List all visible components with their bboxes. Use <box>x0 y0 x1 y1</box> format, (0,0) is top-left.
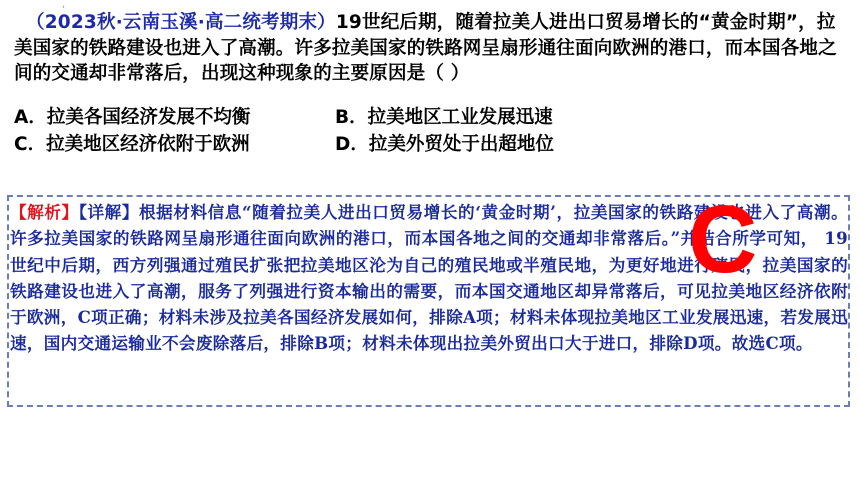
option-b: B．拉美地区工业发展迅速 <box>335 107 553 128</box>
options-block <box>14 104 854 158</box>
option-a: A．拉美各国经济发展不均衡 <box>14 107 251 128</box>
options-row-1 <box>14 104 854 131</box>
options-row-2 <box>14 131 854 158</box>
detail-tag: 【详解】 <box>78 202 140 222</box>
option-d: D．拉美外贸处于出超地位 <box>335 134 554 155</box>
slide-marker: , <box>62 0 66 10</box>
question-source: （2023秋·云南玉溪·高二统考期末） <box>26 12 336 33</box>
question-block <box>14 10 854 87</box>
analysis-tag: 【解析】 <box>10 202 79 222</box>
question-stem: 19世纪后期，随着拉美人进出口贸易增长的“黄金时期”，拉美国家的铁路建设也进入了高潮。许多拉美国家的铁路网呈扇形通往面向欧洲的港口，而本国各地之间的交通却非常落后，出现这种现象的主要原因是（ ） <box>14 12 837 84</box>
analysis-body: 根据材料信息“随着拉美人进出口贸易增长的‘黄金时期’，拉美国家的铁路建设也进入了高潮。许多拉美国家的铁路网呈扇形通往面向欧洲的港口，而本国各地之间的交通却非常落后。”并结合所学可知， 19世纪中后期，西方列强通过殖民扩张把拉美地区沦为自己的殖民地或半殖民地，为更好地进行殖民，拉美国家的铁路建设也进入了高潮，服务了列强进行资本输出的需要，而本国交通地区却异常落后，可见拉美地区经济依附于欧洲，C项正确；材料未涉及拉美各国经济发展如何，排除A项；材料未体现拉美地区工业发展迅速，若发展迅速，国内交通运输业不会废除落后，排除B项；材料未体现出拉美外贸出口大于进口，排除D项。故选C项。 <box>10 202 849 354</box>
option-c: C．拉美地区经济依附于欧洲 <box>14 134 250 155</box>
answer-letter: C <box>688 186 758 293</box>
